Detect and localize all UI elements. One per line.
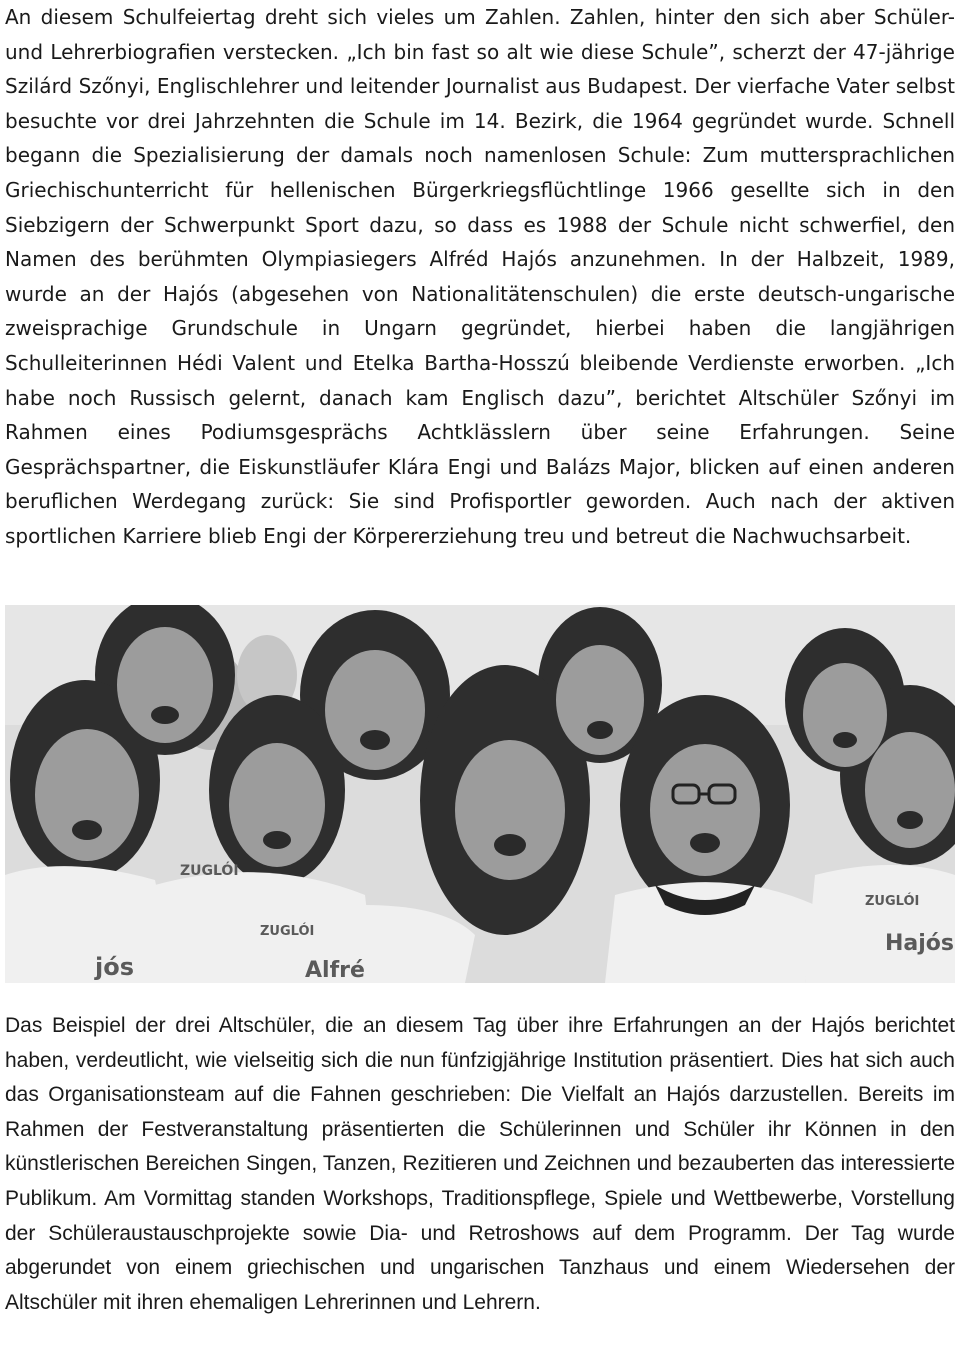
shirt-print-6: jós [95,953,134,981]
shirt-print-4: Hajós [885,931,955,956]
article-paragraph-1: An diesem Schulfeiertag dreht sich vieles um Zahlen. Zahlen, hinter den sich aber Schüler- und Lehrerbiografien verstecken. „Ich bin fast so alt wie diese Schule”, scherzt der 47-jährige Szilárd Szőnyi, Englischlehrer und leitender Journalist aus Budapest. Der vierfache Vater selbst besuchte vor drei Jahrzehnten die Schule im 14. Bezirk, die 1964 gegründet wurde. Schnell begann die Spezialisierung der damals noch namenlosen Schule: Zum muttersprachlichen Griechischunterricht für hellenischen Bürgerkriegsflüchtlinge 1966 gesellte sich in den Siebzigern der Schwerpunkt Sport dazu, so dass es 1988 der Schule nicht schwerfiel, den Namen des berühmten Olympiasiegers Alfréd Hajós anzunehmen. In der Halbzeit, 1989, wurde an der Hajós (abgesehen von Nationalitätenschulen) die erste deutsch-ungarische zweisprachige Grundschule in Ungarn gegründet, hierbei haben die langjährigen Schulleiterinnen Hédi Valent und Etelka Bartha-Hosszú bleibende Verdienste erworben. „Ich habe noch Russisch gelernt, danach kam Englisch dazu”, berichtet Altschüler Szőnyi im Rahmen eines Podiumsgesprächs Achtklässlern über seine Erfahrungen. Seine Gesprächspartner, die Eiskunstläufer Klára Engi und Balázs Major, blicken auf einen anderen beruflichen Werdegang zurück: Sie sind Profisportler geworden. Auch nach der aktiven sportlichen Karriere blieb Engi der Körpererziehung treu und betreut die Nachwuchsarbeit. [5,5,955,548]
shirt-print-1: ZUGLÓI [180,863,239,879]
shirt-print-5: Alfré [305,958,365,983]
article-paragraph-2: Das Beispiel der drei Altschüler, die an diesem Tag über ihre Erfahrungen an der Hajós berichtet haben, verdeutlicht, wie vielseitig sich die nun fünfzigjährige Institution präsentiert. Dies hat sich auch das Organisationsteam auf die Fahnen geschrieben: Die Vielfalt an Hajós darzustellen. Bereits im Rahmen der Festveranstaltung präsentierten die Schülerinnen und Schüler ihr Können in den künstlerischen Bereichen Singen, Tanzen, Rezitieren und Zeichnen und bezauberten das interessierte Publikum. Am Vormittag standen Workshops, Traditionspflege, Spiele und Wettbewerbe, Vorstellung der Schüleraustauschprojekte sowie Dia- und Retroshows auf dem Programm. Der Tag wurde abgerundet von einem griechischen und ungarischen Tanzhaus und einem Wiedersehen der Altschüler mit ihren ehemaligen Lehrerinnen und Lehrern. [5,1014,955,1314]
group-photo [5,605,955,983]
shirt-print-2: ZUGLÓI [260,924,315,939]
group-photo-illustration [5,605,955,983]
shirt-print-3: ZUGLÓI [865,894,920,909]
